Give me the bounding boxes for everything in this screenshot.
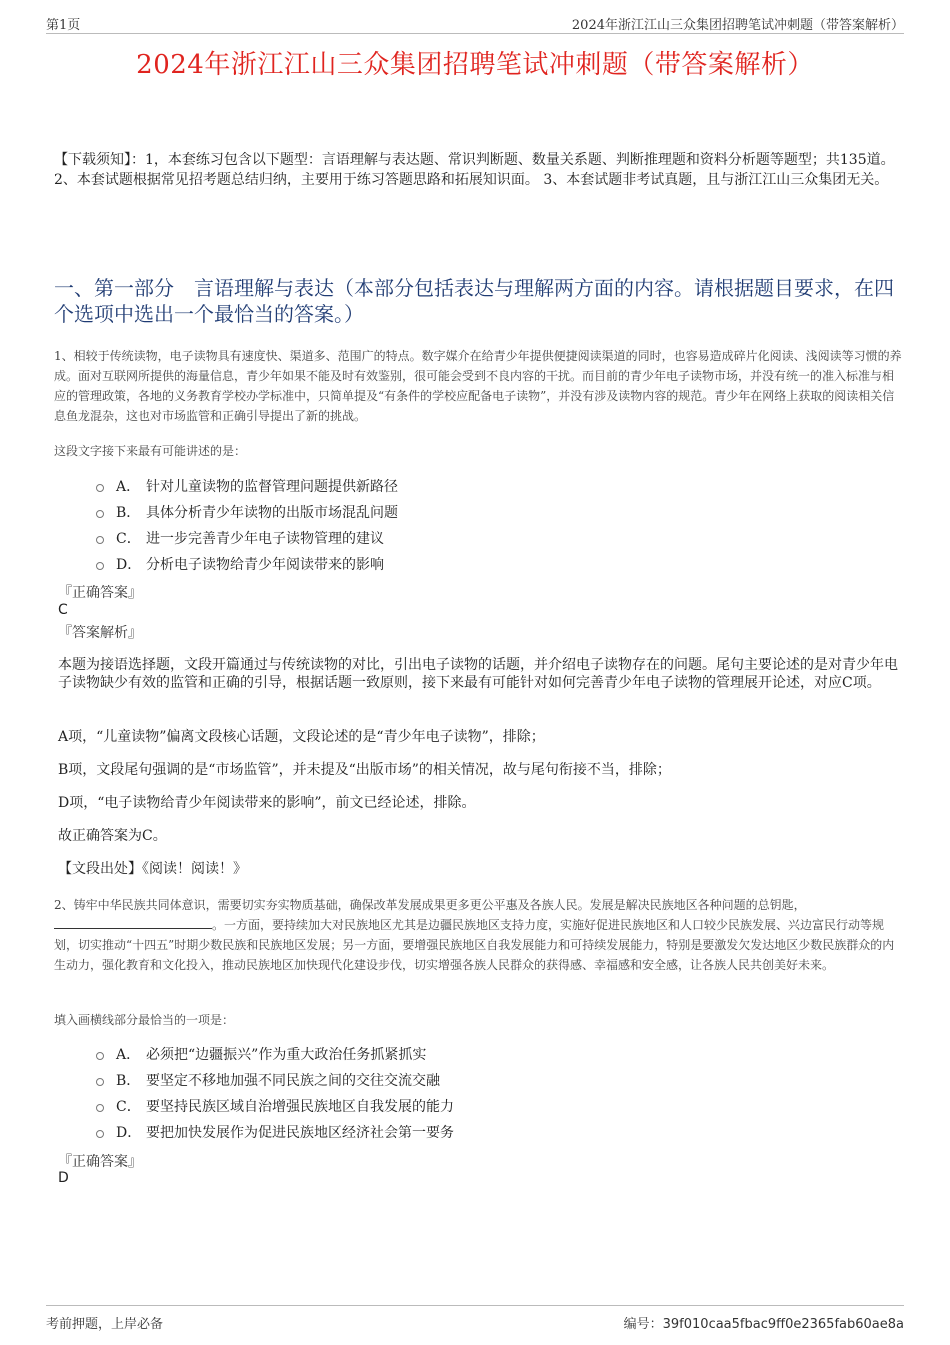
question-1-conclusion: 故正确答案为C。 <box>58 828 167 844</box>
radio-icon[interactable] <box>96 510 104 518</box>
radio-icon[interactable] <box>96 1130 104 1138</box>
question-2-answer: D <box>58 1170 69 1186</box>
radio-icon[interactable] <box>96 536 104 544</box>
fill-blank <box>54 916 212 929</box>
header-doc-title: 2024年浙江江山三众集团招聘笔试冲刺题（带答案解析） <box>571 18 904 33</box>
radio-icon[interactable] <box>96 1078 104 1086</box>
radio-icon[interactable] <box>96 562 104 570</box>
download-notice: 【下载须知】：1，本套练习包含以下题型：言语理解与表达题、常识判断题、数量关系题、判断推理题和资料分析题等题型；共135道。 2、本套试题根据常见招考题总结归纳，主要用于练习答题思路和拓展知识面。 3、本套试题非考试真题，且与浙江江山三众集团无关。 <box>54 152 895 188</box>
footer-slogan: 考前押题，上岸必备 <box>46 1317 164 1332</box>
header-divider <box>46 33 904 34</box>
question-2-answer-tag: 『正确答案』 <box>58 1154 142 1170</box>
question-1-option-c[interactable]: C． 进一步完善青少年电子读物管理的建议 <box>96 525 886 551</box>
footer-code: 编号：39f010caa5fbac9ff0e2365fab60ae8a <box>623 1317 904 1332</box>
radio-icon[interactable] <box>96 1104 104 1112</box>
question-2-stem: 填入画横线部分最恰当的一项是： <box>54 1013 235 1027</box>
page-header <box>46 14 904 32</box>
question-2-option-b[interactable]: B． 要坚定不移地加强不同民族之间的交往交流交融 <box>96 1067 886 1093</box>
question-1-source: 【文段出处】《阅读！阅读！》 <box>58 861 247 877</box>
question-2-option-d[interactable]: D． 要把加快发展作为促进民族地区经济社会第一要务 <box>96 1119 886 1145</box>
question-1-analysis-tag: 『答案解析』 <box>58 625 142 641</box>
question-1-text: 1、相较于传统读物，电子读物具有速度快、渠道多、范围广的特点。数字媒介在给青少年提供便捷阅读渠道的同时，也容易造成碎片化阅读、浅阅读等习惯的养成。面对互联网所提供的海量信息，青少年如果不能及时有效鉴别，很可能会受到不良内容的干扰。而目前的青少年电子读物市场，并没有统一的准入标准与相应的管理政策，各地的义务教育学校办学标准中，只简单提及“有条件的学校应配备电子读物”，并没有涉及读物内容的规范。青少年在网络上获取的阅读相关信息鱼龙混杂，这也对市场监管和正确引导提出了新的挑战。 <box>54 349 902 423</box>
question-1-analysis-d: D项，“电子读物给青少年阅读带来的影响”，前文已经论述，排除。 <box>58 795 476 811</box>
question-1-stem: 这段文字接下来最有可能讲述的是： <box>54 444 247 458</box>
radio-icon[interactable] <box>96 1052 104 1060</box>
page-title: 2024年浙江江山三众集团招聘笔试冲刺题（带答案解析） <box>136 50 814 80</box>
radio-icon[interactable] <box>96 484 104 492</box>
question-1-option-b[interactable]: B． 具体分析青少年读物的出版市场混乱问题 <box>96 499 886 525</box>
question-1-analysis-para: 本题为接语选择题，文段开篇通过与传统读物的对比，引出电子读物的话题，并介绍电子读物存在的问题。尾句主要论述的是对青少年电子读物缺少有效的监管和正确的引导，根据话题一致原则，接下来最有可能针对如何完善青少年电子读物的管理展开论述，对应C项。 <box>58 657 898 691</box>
question-1-option-a[interactable]: A． 针对儿童读物的监督管理问题提供新路径 <box>96 473 886 499</box>
question-1-answer: C <box>58 602 68 618</box>
footer-divider <box>46 1305 904 1306</box>
question-2-option-c[interactable]: C． 要坚持民族区域自治增强民族地区自我发展的能力 <box>96 1093 886 1119</box>
question-1-answer-tag: 『正确答案』 <box>58 585 142 601</box>
question-2-text: 2、铸牢中华民族共同体意识，需要切实夯实物质基础，确保改革发展成果更多更公平惠及各族人民。发展是解决民族地区各种问题的总钥匙，。一方面，要持续加大对民族地区尤其是边疆民族地区支持力度，实施好促进民族地区和人口较少民族发展、兴边富民行动等规划，切实推动“十四五”时期少数民族和民族地区发展；另一方面，要增强民族地区自我发展能力和可持续发展能力，特别是要激发欠发达地区少数民族群众的内生动力，强化教育和文化投入，推动民族地区加快现代化建设步伐，切实增强各族人民群众的获得感、幸福感和安全感，让各族人民共创美好未来。 <box>54 898 895 972</box>
question-1-option-d[interactable]: D． 分析电子读物给青少年阅读带来的影响 <box>96 551 886 577</box>
question-1-options <box>96 473 886 577</box>
section-title: 一、第一部分 言语理解与表达（本部分包括表达与理解两方面的内容。请根据题目要求，在四个选项中选出一个最恰当的答案。） <box>54 276 894 326</box>
page-number: 第1页 <box>46 18 81 33</box>
question-2-options <box>96 1041 886 1145</box>
question-1-analysis-a: A项，“儿童读物”偏离文段核心话题，文段论述的是“青少年电子读物”，排除； <box>58 729 545 745</box>
question-2-option-a[interactable]: A． 必须把“边疆振兴”作为重大政治任务抓紧抓实 <box>96 1041 886 1067</box>
question-1-analysis-b: B项，文段尾句强调的是“市场监管”，并未提及“出版市场”的相关情况，故与尾句衔接不当，排除； <box>58 762 671 778</box>
